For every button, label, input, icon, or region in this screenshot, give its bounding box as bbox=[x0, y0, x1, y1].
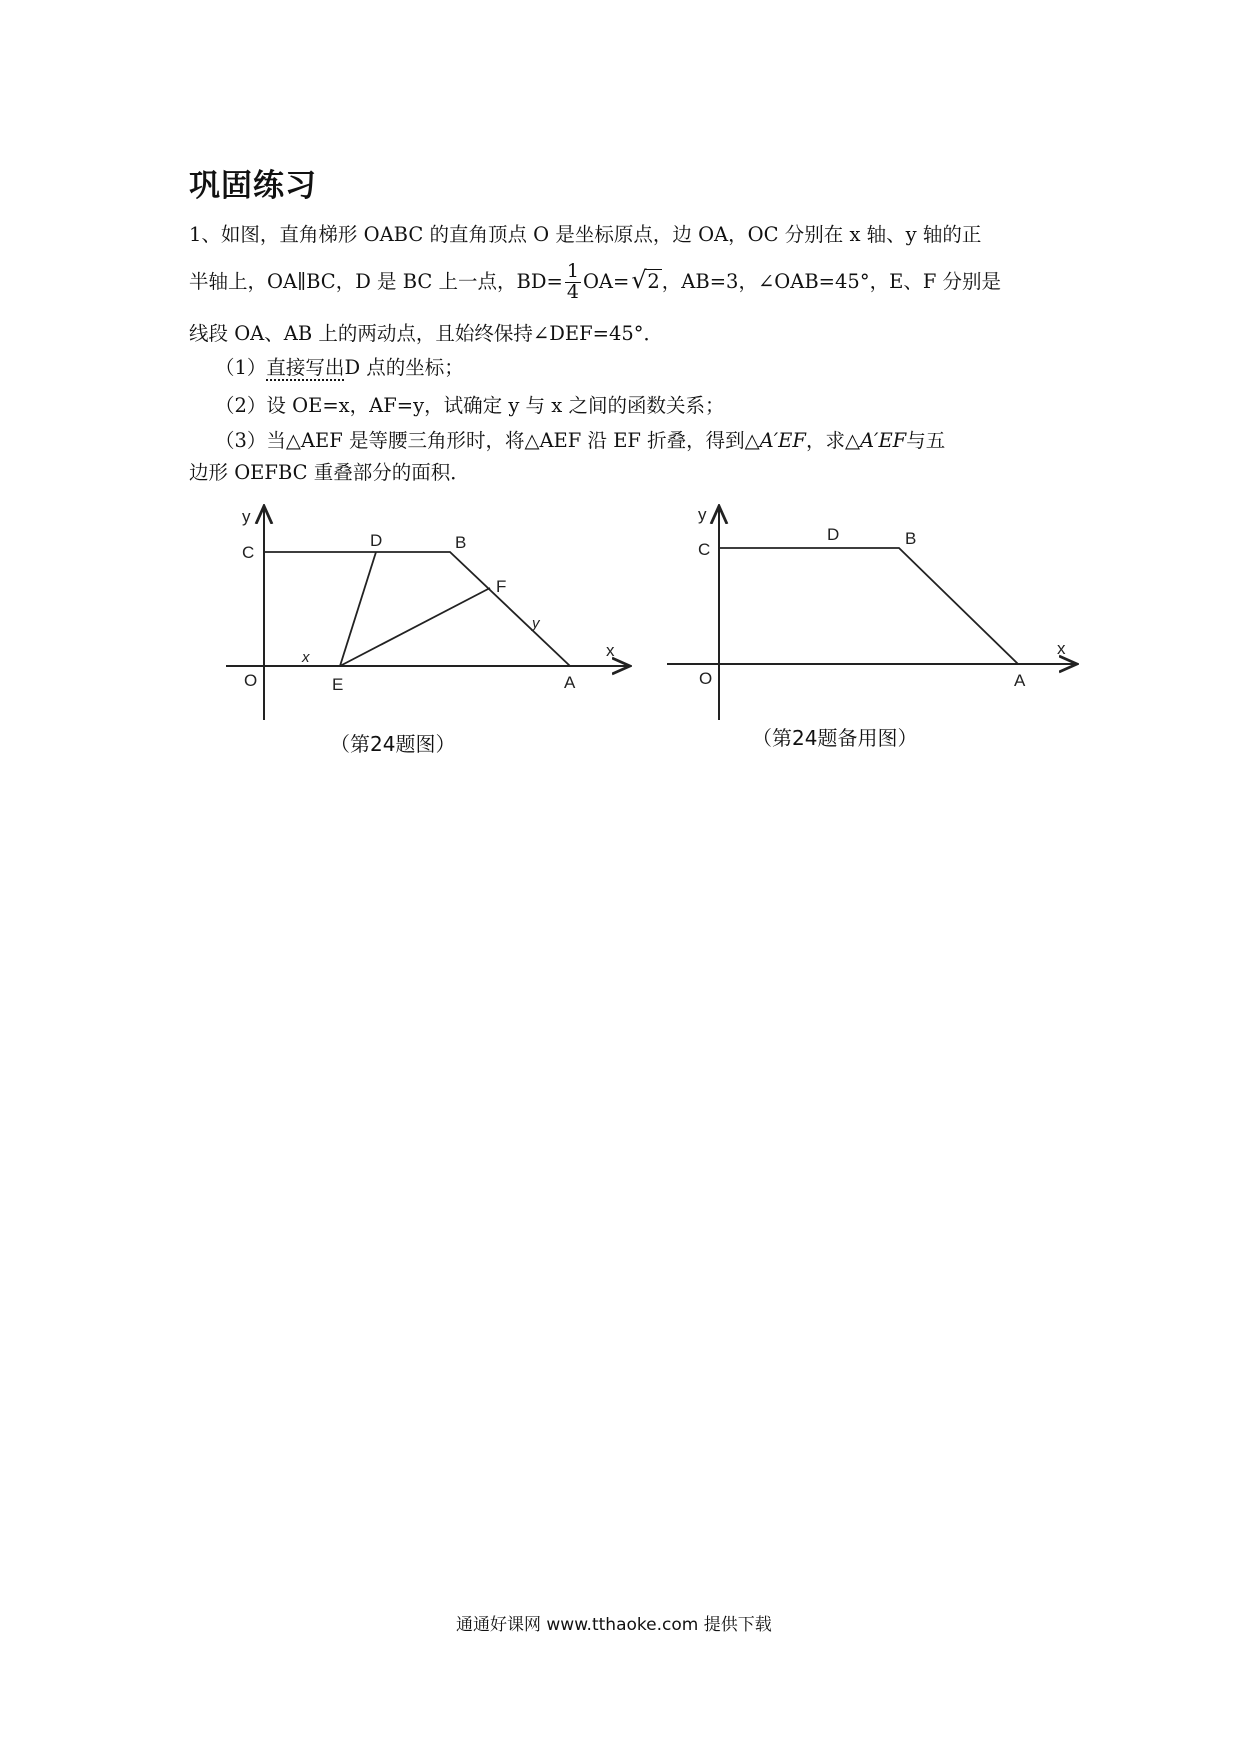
triangle-aef-prime-1: A′EF bbox=[759, 429, 806, 452]
question-1-emphasis: 直接写出 bbox=[266, 356, 345, 379]
figure-1-label-y-mark: y bbox=[532, 615, 540, 632]
figure-1-diagram bbox=[220, 500, 640, 730]
figure-2-trapezoid-top bbox=[719, 548, 1018, 664]
figure-1-label-b: B bbox=[455, 533, 467, 552]
figure-1-label-x-mark: x bbox=[302, 649, 310, 666]
problem-line-2-mid: OA= bbox=[582, 269, 630, 293]
figure-2-caption: （第24题备用图） bbox=[752, 726, 918, 750]
problem-line-2-start: 半轴上，OA∥BC，D 是 BC 上一点，BD= bbox=[189, 269, 563, 293]
fraction-numerator: 1 bbox=[566, 260, 579, 282]
question-1-number: （1） bbox=[215, 356, 267, 379]
question-1-text: D 点的坐标； bbox=[344, 356, 464, 379]
figure-1-label-c: C bbox=[242, 543, 255, 562]
figure-1-segment-ed bbox=[340, 552, 376, 666]
question-3-mid: ，求△ bbox=[805, 429, 860, 452]
question-3-line-2: 边形 OEFBC 重叠部分的面积． bbox=[189, 461, 470, 484]
figure-1-label-x-axis: x bbox=[606, 641, 615, 660]
figure-1-label-e: E bbox=[332, 675, 344, 694]
figure-1-label-y-axis: y bbox=[242, 507, 251, 526]
triangle-aef-prime-2: A′EF bbox=[859, 429, 907, 452]
problem-line-2 bbox=[189, 262, 1001, 303]
problem-line-2-end: ，AB=3，∠OAB=45°，E、F 分别是 bbox=[661, 269, 1002, 293]
figure-2-label-b: B bbox=[905, 529, 917, 548]
radical-sign-icon: √ bbox=[631, 265, 647, 294]
problem-line-1: 1、如图，直角梯形 OABC 的直角顶点 O 是坐标原点，边 OA，OC 分别在 x 轴、y 轴的正 bbox=[189, 223, 982, 246]
figure-2-label-y-axis: y bbox=[698, 505, 707, 524]
problem-line-3: 线段 OA、AB 上的两动点，且始终保持∠DEF=45°． bbox=[189, 322, 664, 345]
page-footer: 通通好课网 www.tthaoke.com 提供下载 bbox=[456, 1615, 772, 1635]
fraction-denominator: 4 bbox=[566, 280, 579, 303]
figure-2-label-o: O bbox=[699, 669, 713, 688]
question-1 bbox=[215, 352, 464, 380]
figure-1-label-f: F bbox=[496, 577, 507, 596]
question-3-start: （3）当△AEF 是等腰三角形时，将△AEF 沿 EF 折叠，得到△ bbox=[215, 429, 760, 452]
figure-2-diagram bbox=[665, 500, 1085, 730]
figure-1-label-a: A bbox=[564, 673, 576, 692]
question-3-end: 与五 bbox=[906, 429, 946, 452]
figure-2-label-a: A bbox=[1014, 671, 1026, 690]
figure-1-label-d: D bbox=[370, 531, 383, 550]
figure-2-label-x-axis: x bbox=[1057, 639, 1066, 658]
question-3 bbox=[215, 425, 945, 453]
figure-1-caption: （第24题图） bbox=[330, 732, 456, 756]
figure-2-label-d: D bbox=[827, 525, 840, 544]
question-2: （2）设 OE=x，AF=y，试确定 y 与 x 之间的函数关系； bbox=[215, 394, 725, 417]
section-heading: 巩固练习 bbox=[189, 168, 317, 204]
figure-1-segment-ef bbox=[340, 588, 490, 666]
figure-2-label-c: C bbox=[698, 540, 711, 559]
figure-1-label-o: O bbox=[244, 671, 258, 690]
square-root-two bbox=[631, 265, 661, 294]
fraction-one-quarter bbox=[565, 262, 581, 303]
radicand: 2 bbox=[647, 269, 660, 293]
figure-1-trapezoid-top bbox=[264, 552, 570, 666]
